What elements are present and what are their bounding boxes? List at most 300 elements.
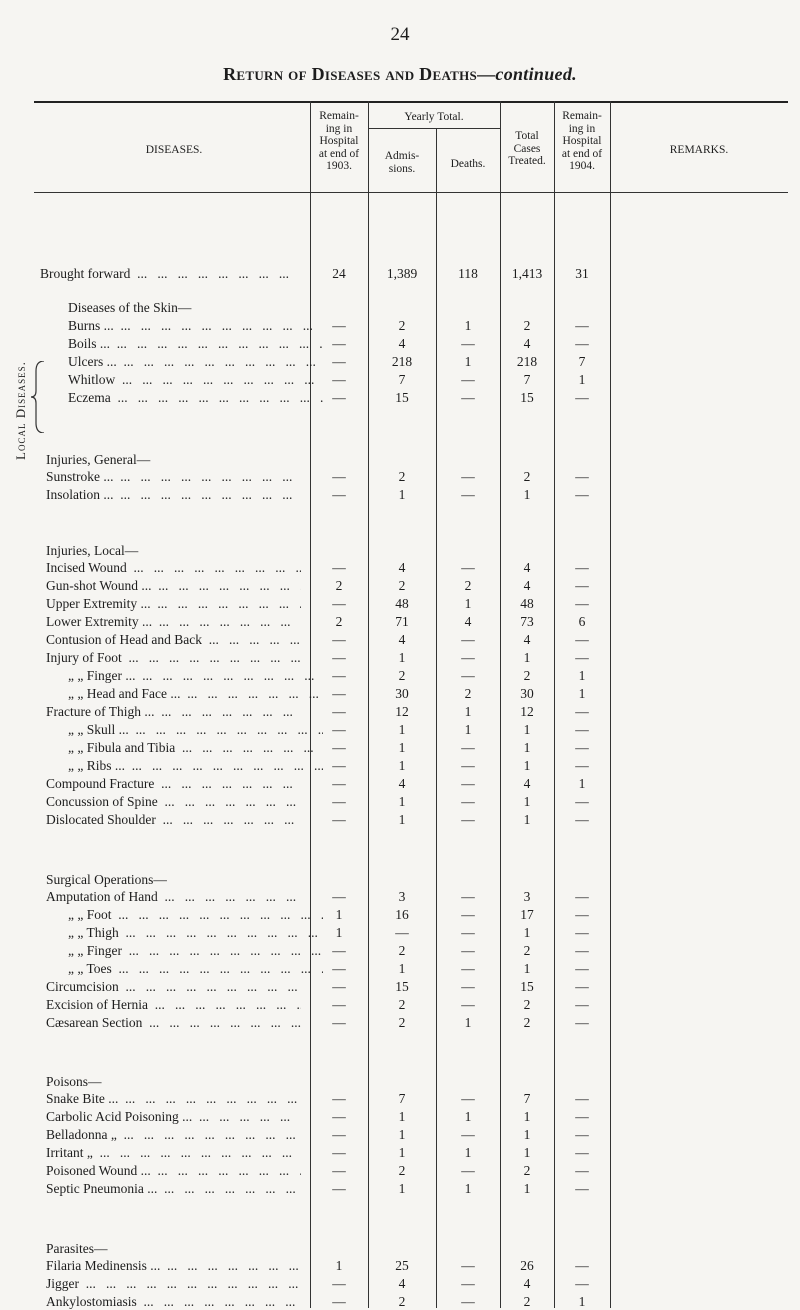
cell-tot: 12 xyxy=(520,704,534,719)
row-label: Injuries, Local— xyxy=(46,543,139,558)
cell-rem2: 6 xyxy=(578,614,586,629)
cell-rem: — xyxy=(332,632,346,647)
cell-tot: 26 xyxy=(520,1258,534,1273)
cell-rem2: — xyxy=(575,318,589,333)
cell-dea: 118 xyxy=(458,266,478,281)
table-row xyxy=(0,614,800,630)
cell-adm: 1 xyxy=(398,1181,406,1196)
cell-rem2: — xyxy=(575,487,589,502)
table-row xyxy=(0,300,800,316)
cell-adm: 2 xyxy=(398,1015,406,1030)
cell-adm: 4 xyxy=(398,776,406,791)
cell-dea: — xyxy=(461,632,475,647)
cell-rem2: — xyxy=(575,1127,589,1142)
table-row xyxy=(0,578,800,594)
cell-tot: 1 xyxy=(523,650,531,665)
cell-rem: 1 xyxy=(335,1258,343,1273)
cell-tot: 3 xyxy=(523,889,531,904)
cell-tot: 1,413 xyxy=(511,266,543,281)
table-row xyxy=(0,740,800,756)
cell-tot: 1 xyxy=(523,1109,531,1124)
cell-dea: — xyxy=(461,1127,475,1142)
cell-tot: 1 xyxy=(523,925,531,940)
cell-dea: — xyxy=(461,469,475,484)
table-row xyxy=(0,1276,800,1292)
cell-dea: 2 xyxy=(464,686,472,701)
row-label: „ „ Fibula and Tibia ... xyxy=(68,740,323,756)
row-label: Poisoned Wound ... ... xyxy=(46,1163,301,1179)
row-label: Brought forward ... xyxy=(40,266,300,282)
row-label: Fracture of Thigh ... ... xyxy=(46,704,301,720)
cell-tot: 73 xyxy=(520,614,534,629)
table-row xyxy=(0,722,800,738)
table-row xyxy=(0,961,800,977)
cell-dea: — xyxy=(461,925,475,940)
cell-dea: — xyxy=(461,1163,475,1178)
header-line: at end of xyxy=(561,147,603,160)
cell-adm: 7 xyxy=(398,1091,406,1106)
row-label: Septic Pneumonia ... ... xyxy=(46,1181,301,1197)
cell-rem: — xyxy=(332,758,346,773)
cell-rem: — xyxy=(332,722,346,737)
cell-rem2: — xyxy=(575,812,589,827)
cell-rem: — xyxy=(332,1181,346,1196)
header-remarks: REMARKS. xyxy=(669,144,729,156)
cell-rem2: — xyxy=(575,758,589,773)
cell-adm: 4 xyxy=(398,336,406,351)
cell-tot: 4 xyxy=(523,1276,531,1291)
cell-adm: 48 xyxy=(395,596,409,611)
cell-rem2: — xyxy=(575,1091,589,1106)
cell-rem2: — xyxy=(575,1109,589,1124)
cell-rem: 1 xyxy=(335,907,343,922)
header-line: Hospital xyxy=(319,135,359,147)
page-number: 24 xyxy=(390,24,410,45)
table-row xyxy=(0,943,800,959)
header-yearly-total: Yearly Total. xyxy=(404,111,464,123)
cell-rem: — xyxy=(332,943,346,958)
row-label: „ „ Toes ... xyxy=(68,961,323,977)
header-line: Remain- xyxy=(319,110,359,122)
row-label: Diseases of the Skin— xyxy=(68,300,192,315)
table-row xyxy=(0,1127,800,1143)
cell-rem: — xyxy=(332,1015,346,1030)
row-label: Cæsarean Section ... xyxy=(46,1015,301,1031)
cell-rem2: — xyxy=(575,1015,589,1030)
cell-rem2: 1 xyxy=(578,1294,586,1309)
cell-tot: 2 xyxy=(523,1294,531,1309)
cell-rem2: — xyxy=(575,1276,589,1291)
table-row xyxy=(0,266,800,282)
cell-rem2: — xyxy=(575,722,589,737)
cell-dea: — xyxy=(461,997,475,1012)
table-row xyxy=(0,1091,800,1107)
cell-adm: 16 xyxy=(395,907,409,922)
cell-rem2: — xyxy=(575,1145,589,1160)
table-row xyxy=(0,979,800,995)
cell-rem2: — xyxy=(575,1163,589,1178)
cell-dea: — xyxy=(461,943,475,958)
cell-adm: 1,389 xyxy=(386,266,418,281)
cell-rem2: — xyxy=(575,390,589,405)
table-row xyxy=(0,776,800,792)
row-label: Injury of Foot ... xyxy=(46,650,301,666)
table-row xyxy=(0,560,800,576)
cell-dea: — xyxy=(461,1276,475,1291)
cell-rem2: — xyxy=(575,336,589,351)
cell-dea: — xyxy=(461,1091,475,1106)
cell-rem2: — xyxy=(575,740,589,755)
cell-rem2: — xyxy=(575,1181,589,1196)
cell-rem2: 1 xyxy=(578,668,586,683)
cell-adm: 1 xyxy=(398,961,406,976)
cell-tot: 1 xyxy=(523,1127,531,1142)
row-label: Ulcers ... ... xyxy=(68,354,323,370)
cell-adm: 1 xyxy=(398,1145,406,1160)
row-label: Ankylostomiasis ... xyxy=(46,1294,301,1310)
cell-dea: — xyxy=(461,336,475,351)
cell-rem2: 1 xyxy=(578,776,586,791)
cell-rem2: 7 xyxy=(578,354,586,369)
cell-rem: — xyxy=(332,318,346,333)
row-label: Insolation ... ... xyxy=(46,487,301,503)
cell-tot: 1 xyxy=(523,740,531,755)
table-row xyxy=(0,596,800,612)
cell-rem: — xyxy=(332,704,346,719)
cell-tot: 4 xyxy=(523,336,531,351)
cell-rem2: — xyxy=(575,794,589,809)
header-line: ing in xyxy=(325,122,353,135)
cell-tot: 2 xyxy=(523,997,531,1012)
cell-tot: 1 xyxy=(523,722,531,737)
table-row xyxy=(0,1015,800,1031)
table-row xyxy=(0,889,800,905)
table-row xyxy=(0,469,800,485)
cell-tot: 1 xyxy=(523,812,531,827)
cell-tot: 1 xyxy=(523,1181,531,1196)
table-row xyxy=(0,668,800,684)
row-label: Belladonna „ ... xyxy=(46,1127,301,1143)
cell-dea: 1 xyxy=(464,596,472,611)
cell-rem: — xyxy=(332,596,346,611)
cell-tot: 1 xyxy=(523,758,531,773)
header-line: 1903. xyxy=(326,160,352,172)
cell-rem: — xyxy=(332,560,346,575)
cell-adm: 25 xyxy=(395,1258,409,1273)
header-line: Treated. xyxy=(508,155,546,167)
header-line: Hospital xyxy=(562,135,602,147)
cell-dea: 1 xyxy=(464,1015,472,1030)
cell-rem: — xyxy=(332,979,346,994)
cell-tot: 2 xyxy=(523,943,531,958)
table-row xyxy=(0,1241,800,1257)
table-row xyxy=(0,704,800,720)
header-line: Remain- xyxy=(562,110,602,122)
cell-dea: — xyxy=(461,1294,475,1309)
cell-rem: — xyxy=(332,668,346,683)
cell-rem2: — xyxy=(575,560,589,575)
cell-rem2: — xyxy=(575,469,589,484)
row-label: Incised Wound ... xyxy=(46,560,301,576)
cell-rem2: — xyxy=(575,596,589,611)
cell-rem2: 1 xyxy=(578,686,586,701)
cell-tot: 2 xyxy=(523,469,531,484)
cell-adm: 30 xyxy=(395,686,409,701)
cell-rem: — xyxy=(332,740,346,755)
cell-adm: 4 xyxy=(398,1276,406,1291)
cell-rem2: — xyxy=(575,578,589,593)
cell-adm: 2 xyxy=(398,578,406,593)
cell-rem2: — xyxy=(575,650,589,665)
row-label: Irritant „ ... xyxy=(46,1145,301,1161)
table-row xyxy=(0,872,800,888)
cell-rem: 24 xyxy=(332,266,346,281)
cell-dea: 1 xyxy=(464,722,472,737)
cell-adm: 218 xyxy=(391,354,413,369)
cell-dea: — xyxy=(461,740,475,755)
cell-adm: 15 xyxy=(395,390,409,405)
cell-dea: — xyxy=(461,812,475,827)
cell-dea: — xyxy=(461,1258,475,1273)
cell-rem: 1 xyxy=(335,925,343,940)
header-line: at end of xyxy=(318,147,360,160)
cell-rem: — xyxy=(332,794,346,809)
cell-tot: 4 xyxy=(523,632,531,647)
cell-rem: 2 xyxy=(335,614,343,629)
cell-dea: 4 xyxy=(464,614,472,629)
cell-adm: 1 xyxy=(398,740,406,755)
cell-rem: — xyxy=(332,354,346,369)
row-label: „ „ Head and Face ... ... xyxy=(68,686,323,702)
table-row xyxy=(0,452,800,468)
cell-adm: 1 xyxy=(398,487,406,502)
row-label: Parasites— xyxy=(46,1241,108,1256)
cell-rem2: — xyxy=(575,943,589,958)
cell-rem2: — xyxy=(575,632,589,647)
cell-rem: — xyxy=(332,1145,346,1160)
table-row xyxy=(0,390,800,406)
row-label: Whitlow ... xyxy=(68,372,323,388)
row-label: Compound Fracture ... xyxy=(46,776,301,792)
cell-dea: 1 xyxy=(464,1109,472,1124)
cell-tot: 15 xyxy=(520,390,534,405)
table-row xyxy=(0,997,800,1013)
row-label: „ „ Skull ... ... xyxy=(68,722,323,738)
row-label: „ „ Foot ... xyxy=(68,907,323,923)
cell-rem: — xyxy=(332,336,346,351)
row-label: Contusion of Head and Back ... xyxy=(46,632,301,648)
cell-adm: 7 xyxy=(398,372,406,387)
row-label: Gun-shot Wound ... ... xyxy=(46,578,301,594)
table-row xyxy=(0,812,800,828)
table-row xyxy=(0,1163,800,1179)
cell-dea: — xyxy=(461,979,475,994)
cell-adm: 4 xyxy=(398,632,406,647)
cell-tot: 7 xyxy=(523,372,531,387)
cell-dea: 1 xyxy=(464,1145,472,1160)
cell-rem2: 31 xyxy=(575,266,589,281)
cell-tot: 30 xyxy=(520,686,534,701)
row-label: „ „ Finger ... ... xyxy=(68,668,323,684)
row-label: Snake Bite ... ... xyxy=(46,1091,301,1107)
cell-dea: — xyxy=(461,758,475,773)
row-label: Circumcision ... xyxy=(46,979,301,995)
cell-adm: 2 xyxy=(398,997,406,1012)
table-row xyxy=(0,686,800,702)
table-row xyxy=(0,318,800,334)
cell-tot: 1 xyxy=(523,487,531,502)
cell-rem: — xyxy=(332,390,346,405)
cell-dea: 1 xyxy=(464,704,472,719)
cell-tot: 17 xyxy=(520,907,534,922)
cell-adm: 2 xyxy=(398,943,406,958)
cell-tot: 4 xyxy=(523,776,531,791)
header-line: ing in xyxy=(568,122,596,135)
cell-adm: 71 xyxy=(395,614,409,629)
title-main: Return of Diseases and Deaths xyxy=(223,64,478,84)
table-row xyxy=(0,372,800,388)
header-diseases: DISEASES. xyxy=(145,144,203,156)
table-row xyxy=(0,1109,800,1125)
cell-rem2: — xyxy=(575,925,589,940)
cell-rem: — xyxy=(332,469,346,484)
cell-dea: 1 xyxy=(464,318,472,333)
cell-adm: 1 xyxy=(398,758,406,773)
row-label: „ „ Finger ... xyxy=(68,943,323,959)
cell-tot: 2 xyxy=(523,318,531,333)
cell-rem: 2 xyxy=(335,578,343,593)
header-line: Cases xyxy=(513,142,541,155)
row-label: Lower Extremity ... ... xyxy=(46,614,301,630)
cell-rem: — xyxy=(332,961,346,976)
cell-rem2: — xyxy=(575,889,589,904)
row-label: Poisons— xyxy=(46,1074,102,1089)
cell-rem: — xyxy=(332,1276,346,1291)
header-line: sions. xyxy=(388,162,416,175)
cell-rem: — xyxy=(332,1109,346,1124)
cell-rem: — xyxy=(332,372,346,387)
cell-adm: 1 xyxy=(398,650,406,665)
cell-tot: 15 xyxy=(520,979,534,994)
cell-dea: 2 xyxy=(464,578,472,593)
row-label: Concussion of Spine ... xyxy=(46,794,301,810)
cell-rem: — xyxy=(332,686,346,701)
row-label: Jigger ... xyxy=(46,1276,301,1292)
table-row xyxy=(0,487,800,503)
row-label: „ „ Ribs ... ... xyxy=(68,758,323,774)
cell-rem2: 1 xyxy=(578,372,586,387)
cell-adm: 2 xyxy=(398,318,406,333)
row-label: Upper Extremity ... ... xyxy=(46,596,301,612)
cell-rem2: — xyxy=(575,961,589,976)
cell-dea: — xyxy=(461,650,475,665)
header-deaths: Deaths. xyxy=(450,158,486,170)
cell-adm: 2 xyxy=(398,1163,406,1178)
cell-tot: 48 xyxy=(520,596,534,611)
row-label: Sunstroke ... ... xyxy=(46,469,301,485)
cell-tot: 2 xyxy=(523,1015,531,1030)
cell-tot: 2 xyxy=(523,668,531,683)
cell-rem2: — xyxy=(575,704,589,719)
cell-rem: — xyxy=(332,997,346,1012)
table-row xyxy=(0,1181,800,1197)
cell-dea: 1 xyxy=(464,1181,472,1196)
cell-adm: 1 xyxy=(398,1109,406,1124)
cell-tot: 1 xyxy=(523,794,531,809)
cell-adm: 15 xyxy=(395,979,409,994)
cell-dea: — xyxy=(461,560,475,575)
table-row xyxy=(0,543,800,559)
cell-dea: — xyxy=(461,907,475,922)
cell-adm: 3 xyxy=(398,889,406,904)
cell-adm: 1 xyxy=(398,722,406,737)
cell-rem: — xyxy=(332,812,346,827)
cell-dea: — xyxy=(461,372,475,387)
cell-rem: — xyxy=(332,1294,346,1309)
cell-adm: 2 xyxy=(398,668,406,683)
row-label: Boils ... ... xyxy=(68,336,323,352)
cell-dea: — xyxy=(461,889,475,904)
table-row xyxy=(0,336,800,352)
table-row xyxy=(0,1145,800,1161)
cell-adm: 2 xyxy=(398,1294,406,1309)
table-row xyxy=(0,794,800,810)
cell-adm: 2 xyxy=(398,469,406,484)
cell-tot: 2 xyxy=(523,1163,531,1178)
cell-rem: — xyxy=(332,1127,346,1142)
cell-rem: — xyxy=(332,1091,346,1106)
row-label: Filaria Medinensis ... ... xyxy=(46,1258,301,1274)
cell-dea: — xyxy=(461,776,475,791)
page-title: Return of Diseases and Deaths—continued. xyxy=(223,64,577,84)
table-row xyxy=(0,758,800,774)
table-row xyxy=(0,354,800,370)
cell-adm: 1 xyxy=(398,812,406,827)
cell-tot: 1 xyxy=(523,961,531,976)
header-line: 1904. xyxy=(569,160,595,172)
cell-dea: — xyxy=(461,390,475,405)
cell-rem: — xyxy=(332,487,346,502)
row-label: „ „ Thigh ... xyxy=(68,925,323,941)
cell-tot: 218 xyxy=(516,354,538,369)
cell-dea: — xyxy=(461,668,475,683)
row-label: Carbolic Acid Poisoning ... ... xyxy=(46,1109,301,1125)
cell-tot: 7 xyxy=(523,1091,531,1106)
cell-adm: 12 xyxy=(395,704,409,719)
table-row xyxy=(0,907,800,923)
cell-dea: 1 xyxy=(464,354,472,369)
cell-adm: 4 xyxy=(398,560,406,575)
row-label: Surgical Operations— xyxy=(46,872,167,887)
cell-tot: 1 xyxy=(523,1145,531,1160)
table-row xyxy=(0,1074,800,1090)
cell-adm: 1 xyxy=(398,794,406,809)
title-suffix: continued. xyxy=(495,64,577,84)
row-label: Amputation of Hand ... xyxy=(46,889,301,905)
cell-adm: 1 xyxy=(398,1127,406,1142)
cell-rem: — xyxy=(332,776,346,791)
table-row xyxy=(0,1258,800,1274)
cell-dea: — xyxy=(461,487,475,502)
row-label: Burns ... ... xyxy=(68,318,323,334)
table-row xyxy=(0,650,800,666)
cell-tot: 4 xyxy=(523,578,531,593)
cell-rem2: — xyxy=(575,1258,589,1273)
cell-tot: 4 xyxy=(523,560,531,575)
cell-rem: — xyxy=(332,889,346,904)
cell-dea: — xyxy=(461,961,475,976)
cell-rem2: — xyxy=(575,979,589,994)
